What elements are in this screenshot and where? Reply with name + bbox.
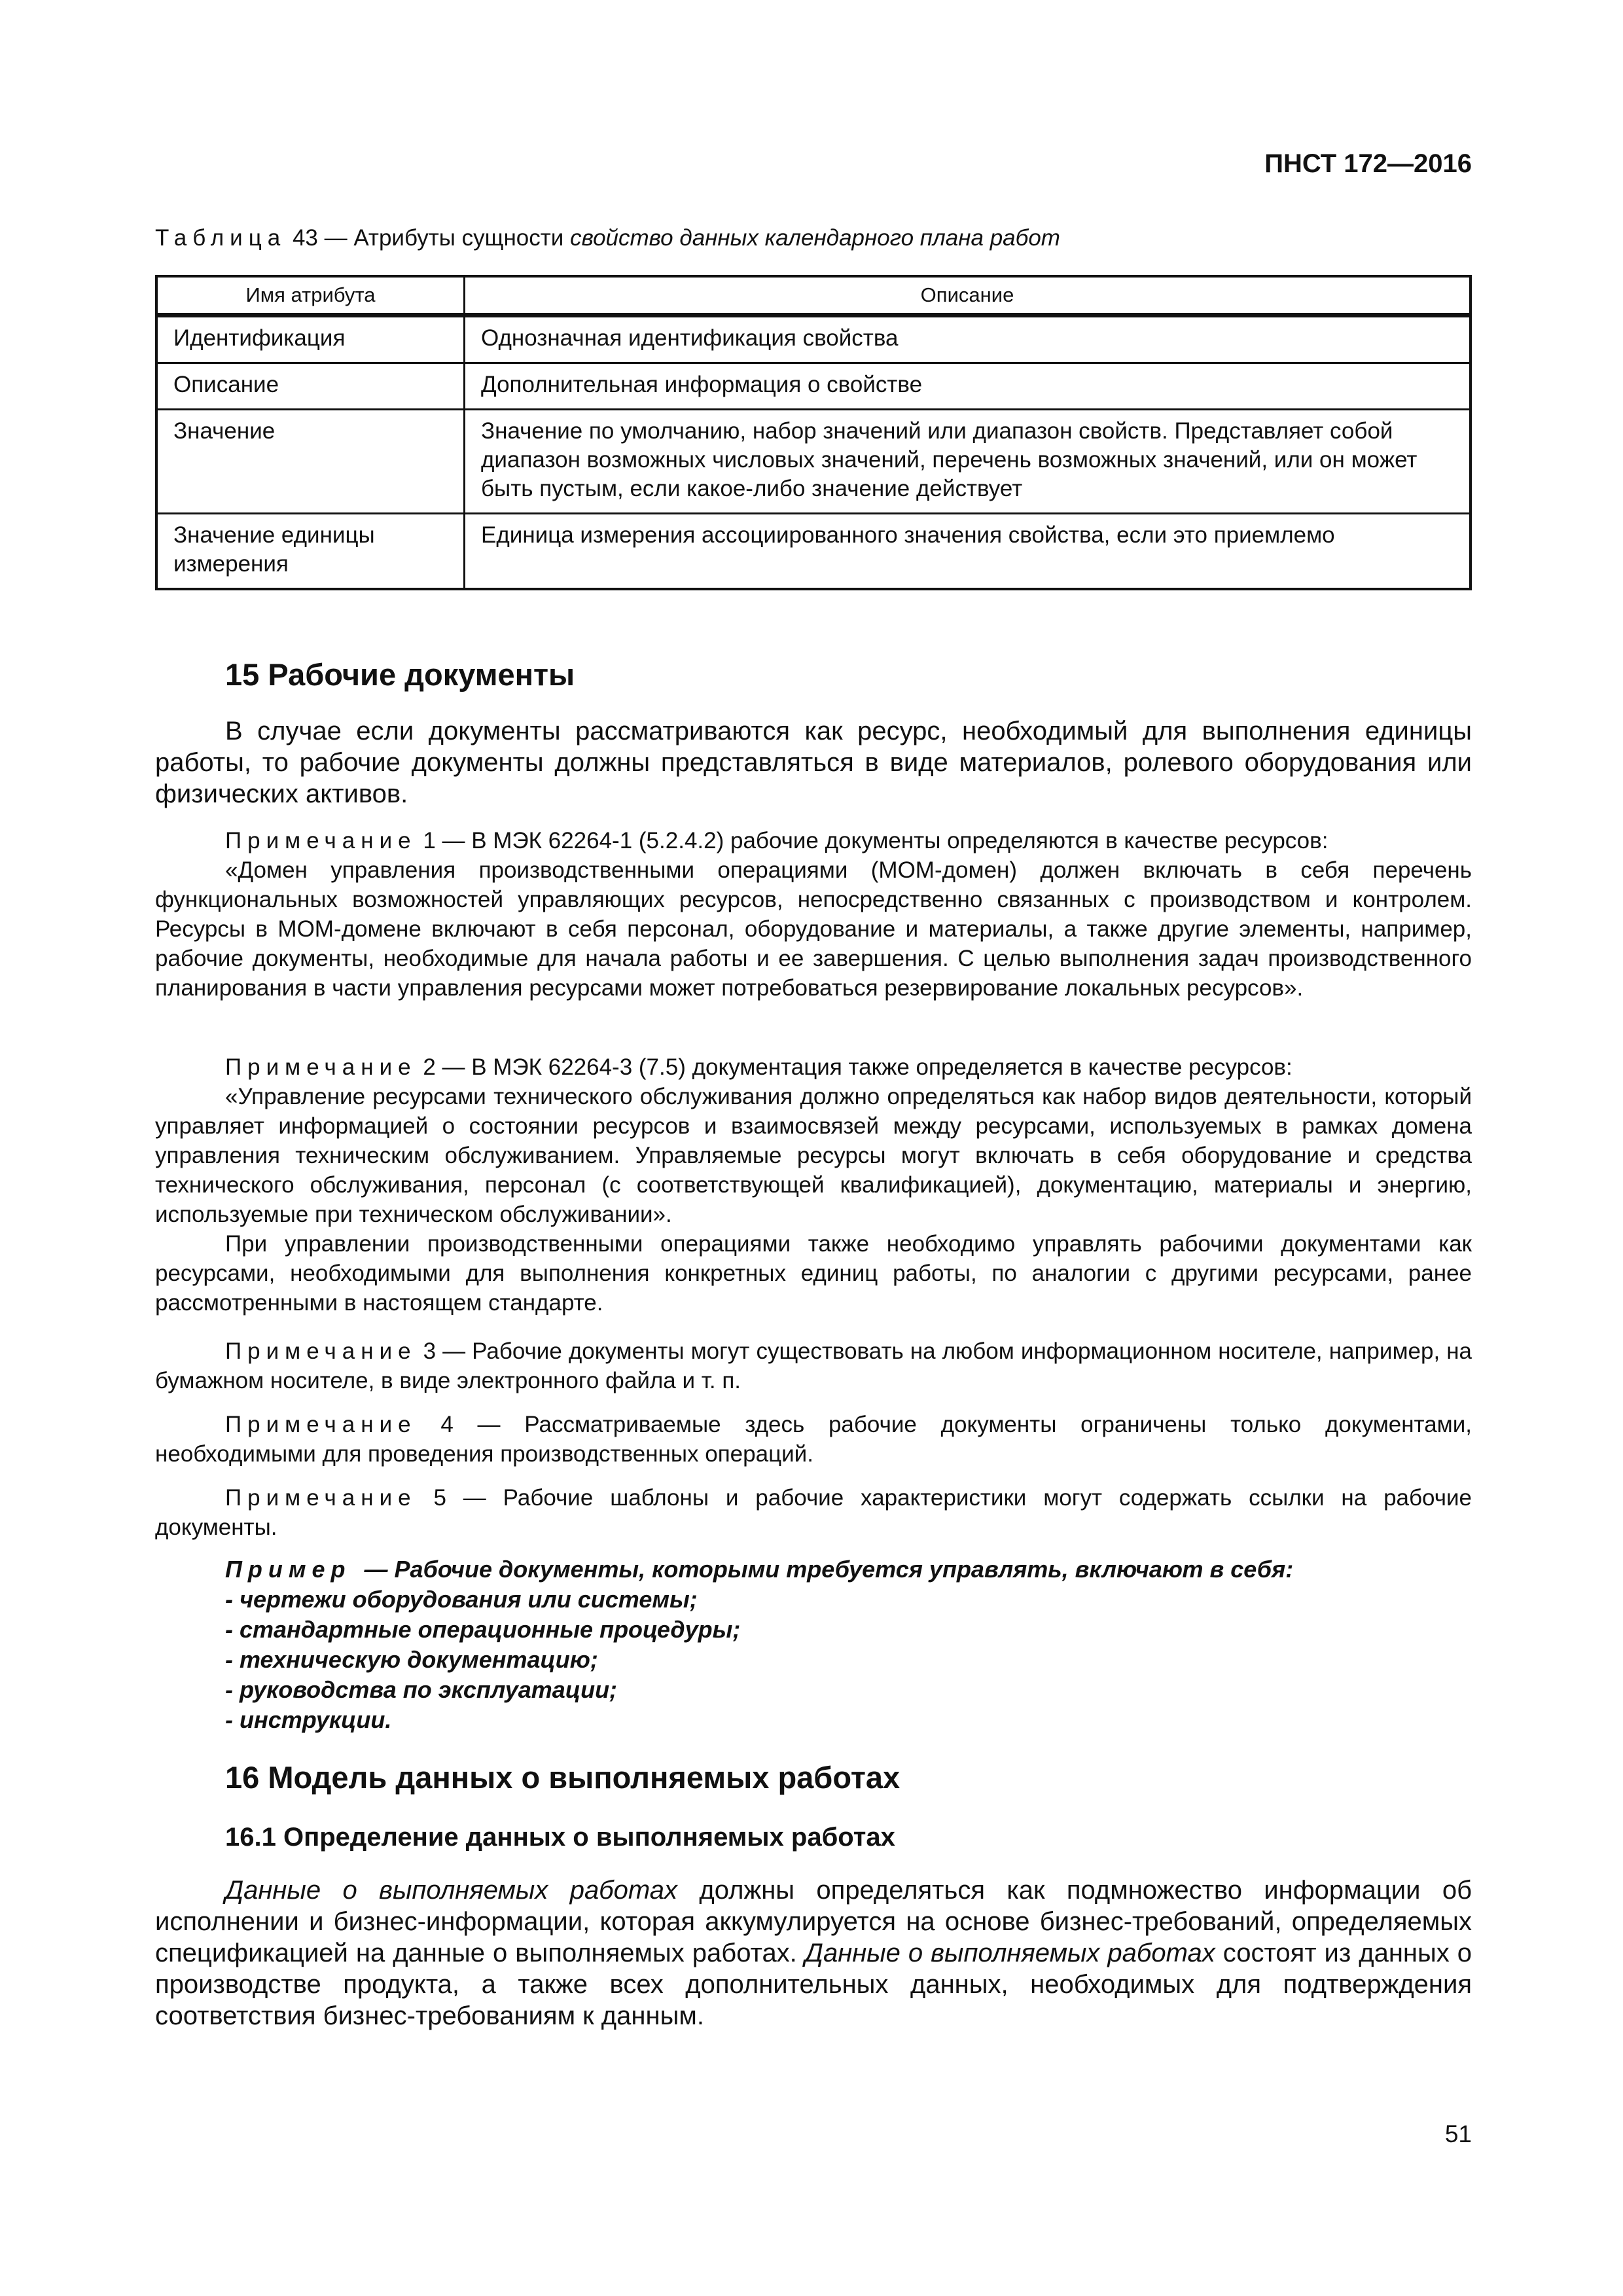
table-caption-number: 43 — Атрибуты сущности	[292, 225, 564, 251]
example-intro	[225, 1554, 1293, 1585]
table-cell-description: Дополнительная информация о свойстве	[465, 363, 1471, 410]
table-row	[156, 363, 1471, 410]
italic-term: Данные о выполняемых работах	[804, 1939, 1215, 1967]
section-16-paragraph	[155, 1874, 1472, 2032]
note-1-quote: «Домен управления производственными операциями (МОМ-домен) должен включать в себя перечень функциональных возможностей управляющих ресурсов, непосредственно связанных с производством и контролем. Ресурсы в МОМ-домене включают в себя персонал, оборудование и материалы, а также другие элементы, например, рабочие документы, необходимые для начала работы и ее завершения. С целью выполнения задач производственного планирования в части управления ресурсами может потребоваться резервирование локальных ресурсов».	[155, 857, 1472, 1001]
example-label: Пример	[225, 1556, 351, 1583]
note-1-intro-text: 1 — В МЭК 62264-1 (5.2.4.2) рабочие документы определяются в качестве ресурсов:	[423, 828, 1329, 853]
table-cell-description: Значение по умолчанию, набор значений или диапазон свойств. Представляет собой диапазон возможных числовых значений, перечень возможных значений, или он может быть пустым, если какое-либо значение действует	[465, 410, 1471, 514]
page-number: 51	[1444, 2121, 1472, 2147]
note-label: Примечание	[225, 1485, 417, 1511]
table-header-cell: Имя атрибута	[156, 276, 465, 315]
note-5	[155, 1483, 1472, 1542]
table-header-cell: Описание	[465, 276, 1471, 315]
table-row	[156, 410, 1471, 514]
subsection-16-1-heading: 16.1 Определение данных о выполняемых работах	[225, 1823, 895, 1852]
note-4-text: 4 — Рассматриваемые здесь рабочие документы ограничены только документами, необходимыми для проведения производственных операций.	[155, 1412, 1472, 1467]
note-label: Примечание	[225, 1338, 417, 1364]
note-label: Примечание	[225, 1054, 417, 1080]
note-2-intro	[155, 1052, 1472, 1082]
document-header: ПНСТ 172—2016	[1264, 149, 1472, 178]
section-15-heading: 15 Рабочие документы	[225, 657, 575, 692]
note-2	[155, 1052, 1472, 1318]
table-caption-prefix: Таблица	[155, 225, 287, 251]
section-16-heading: 16 Модель данных о выполняемых работах	[225, 1760, 901, 1795]
example-item: - техническую документацию;	[225, 1646, 598, 1673]
example-item: - стандартные операционные процедуры;	[225, 1616, 741, 1643]
table-header-row	[156, 276, 1471, 315]
note-label: Примечание	[225, 1412, 417, 1437]
table-caption-title: свойство данных календарного плана работ	[570, 225, 1060, 251]
section-15-paragraph: В случае если документы рассматриваются как ресурс, необходимый для выполнения единицы работы, то рабочие документы должны представляться в виде материалов, ролевого оборудования или физических активов.	[155, 717, 1472, 808]
note-2-continuation: При управлении производственными операциями также необходимо управлять рабочими документами как ресурсами, необходимыми для выполнения конкретных единиц работы, по аналогии с другими ресурсами, ранее рассмотренными в настоящем стандарте.	[155, 1231, 1472, 1316]
example-item: - руководства по эксплуатации;	[225, 1676, 618, 1703]
table-caption	[155, 225, 1060, 251]
italic-term: Данные о выполняемых работах	[225, 1876, 678, 1905]
note-5-text: 5 — Рабочие шаблоны и рабочие характеристики могут содержать ссылки на рабочие документы.	[155, 1485, 1472, 1540]
paragraph-text: должны определяться как подмножество информации об исполнении и бизнес-информации, которая аккумулируется на основе бизнес-требований, определяемых спецификацией на данные о выполняемых работах.	[155, 1876, 1472, 1967]
table-cell-description: Единица измерения ассоциированного значения свойства, если это приемлемо	[465, 514, 1471, 590]
note-label: Примечание	[225, 828, 417, 853]
table-cell-description: Однозначная идентификация свойства	[465, 315, 1471, 363]
note-1-intro	[155, 826, 1472, 855]
note-4	[155, 1410, 1472, 1469]
table-cell-name: Значение единицы измерения	[156, 514, 465, 590]
note-2-quote: «Управление ресурсами технического обслуживания должно определяться как набор видов деятельности, который управляет информацией о состоянии ресурсов и взаимосвязей между ресурсами, используемых в рамках домена управления техническим обслуживанием. Управляемые ресурсы могут включать в себя оборудование и средства технического обслуживания, персонал (с соответствующей квалификацией), документацию, материалы и энергию, используемые при техническом обслуживании».	[155, 1084, 1472, 1227]
example-intro-text: — Рабочие документы, которыми требуется управлять, включают в себя:	[364, 1556, 1294, 1583]
note-3-text: 3 — Рабочие документы могут существовать на любом информационном носителе, например, на бумажном носителе, в виде электронного файла и т. п.	[155, 1338, 1472, 1393]
paragraph-text: состоят из данных о производстве продукта, а также всех дополнительных данных, необходимых для подтверждения соответствия бизнес-требованиям к данным.	[155, 1939, 1472, 2030]
attributes-table	[155, 275, 1472, 590]
table-row	[156, 315, 1471, 363]
example-item: - инструкции.	[225, 1706, 392, 1733]
note-1	[155, 826, 1472, 1003]
example-item: - чертежи оборудования или системы;	[225, 1586, 698, 1613]
note-3	[155, 1336, 1472, 1395]
table-cell-name: Описание	[156, 363, 465, 410]
table-cell-name: Значение	[156, 410, 465, 514]
note-2-intro-text: 2 — В МЭК 62264-3 (7.5) документация также определяется в качестве ресурсов:	[423, 1054, 1293, 1080]
example-block	[225, 1554, 1293, 1735]
table-row	[156, 514, 1471, 590]
table-cell-name: Идентификация	[156, 315, 465, 363]
